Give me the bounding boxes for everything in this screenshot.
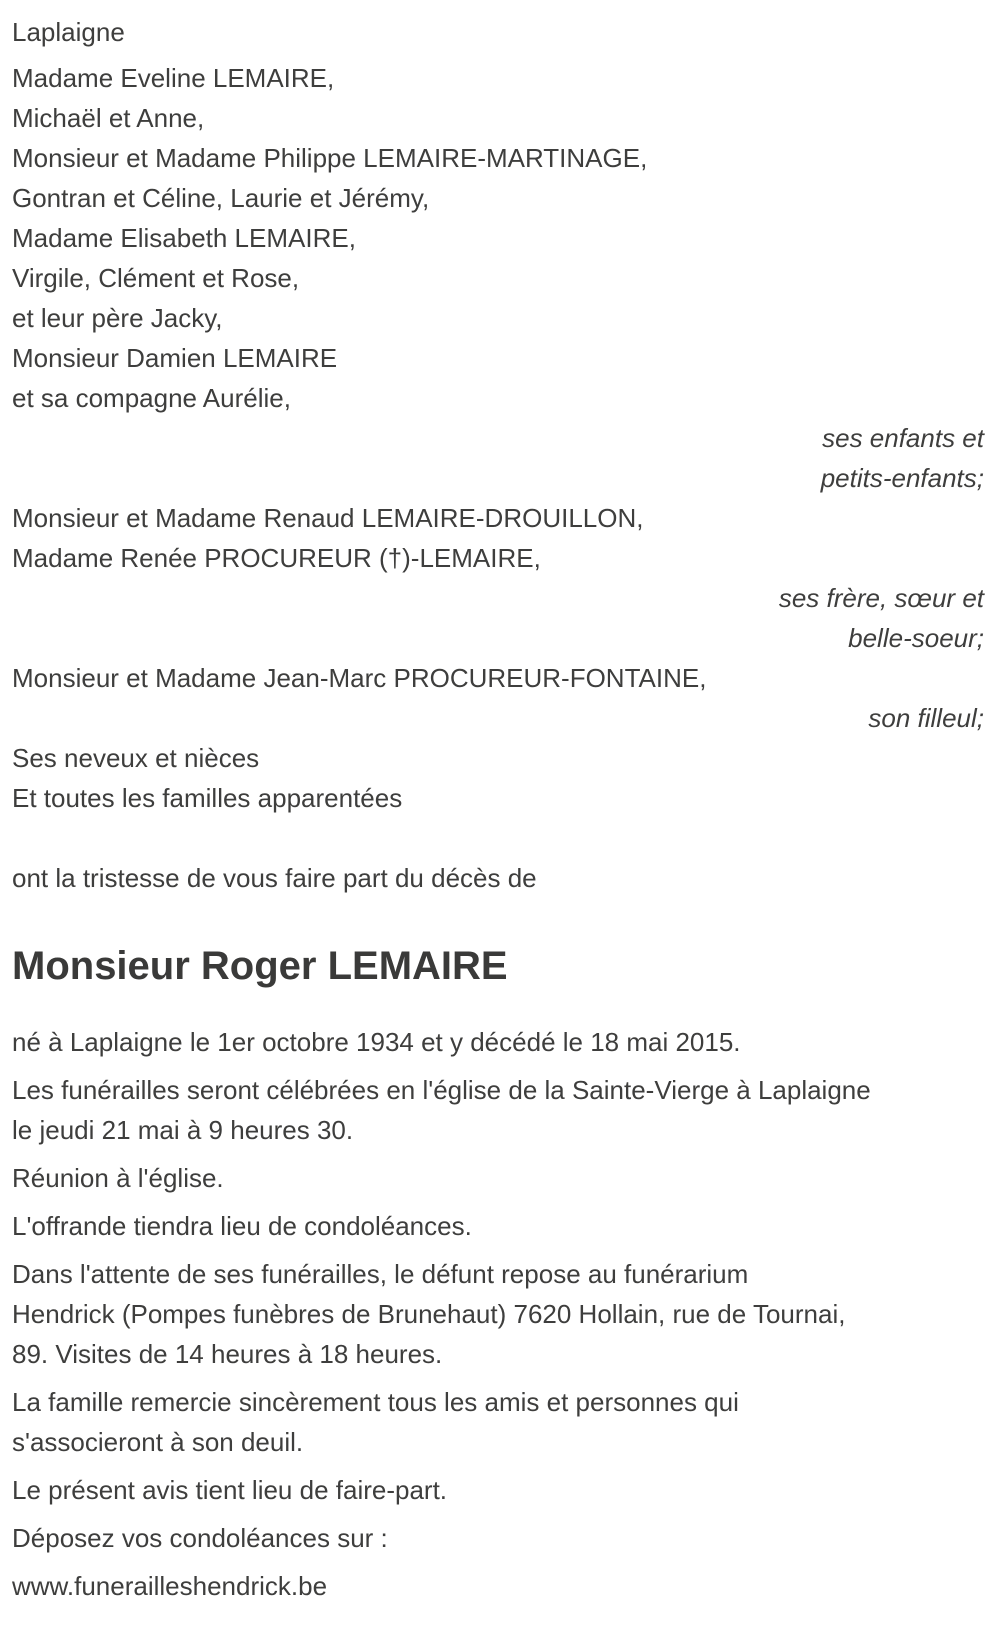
family-line: Madame Elisabeth LEMAIRE, — [12, 223, 356, 253]
paragraph-offering — [12, 1206, 984, 1246]
relation-label: petits-enfants; — [820, 463, 984, 493]
family-block-others — [12, 738, 984, 818]
place-name: Laplaigne — [12, 17, 125, 47]
family-line: Madame Renée PROCUREUR (†)-LEMAIRE, — [12, 543, 541, 573]
family-line: Et toutes les familles apparentées — [12, 783, 403, 813]
paragraph-condolences-invite — [12, 1518, 984, 1558]
paragraph-funeral — [12, 1070, 984, 1150]
paragraph-line: né à Laplaigne le 1er octobre 1934 et y décédé le 18 mai 2015. — [12, 1027, 741, 1057]
paragraph-birth-death — [12, 1022, 984, 1062]
family-block-siblings — [12, 498, 984, 658]
family-line: Michaël et Anne, — [12, 103, 205, 133]
family-block-children — [12, 58, 984, 498]
paragraph-line: La famille remercie sincèrement tous les amis et personnes qui — [12, 1387, 739, 1417]
paragraph-thanks — [12, 1382, 984, 1462]
relation-label: ses frère, sœur et — [778, 583, 984, 613]
family-line: Ses neveux et nièces — [12, 743, 260, 773]
relation-label: belle-soeur; — [848, 623, 984, 653]
family-line: Monsieur et Madame Renaud LEMAIRE-DROUILLON, — [12, 503, 644, 533]
paragraph-line: 89. Visites de 14 heures à 18 heures. — [12, 1339, 443, 1369]
relation-label: ses enfants et — [822, 423, 984, 453]
paragraph-line: Réunion à l'église. — [12, 1163, 224, 1193]
paragraph-line: Dans l'attente de ses funérailles, le défunt repose au funérarium — [12, 1259, 749, 1289]
paragraph-line: Hendrick (Pompes funèbres de Brunehaut) 7620 Hollain, rue de Tournai, — [12, 1299, 846, 1329]
paragraph-line: le jeudi 21 mai à 9 heures 30. — [12, 1115, 354, 1145]
family-line: Madame Eveline LEMAIRE, — [12, 63, 335, 93]
paragraph-funerarium — [12, 1254, 984, 1374]
family-line: Monsieur Damien LEMAIRE — [12, 343, 338, 373]
announcement-text: ont la tristesse de vous faire part du décès de — [12, 863, 537, 893]
paragraph-line: Le présent avis tient lieu de faire-part. — [12, 1475, 448, 1505]
paragraph-faire-part — [12, 1470, 984, 1510]
family-line: et leur père Jacky, — [12, 303, 223, 333]
website-link[interactable]: www.funerailleshendrick.be — [12, 1571, 328, 1601]
paragraph-meeting — [12, 1158, 984, 1198]
family-line: et sa compagne Aurélie, — [12, 383, 291, 413]
relation-label: son filleul; — [868, 703, 984, 733]
paragraph-line: Déposez vos condoléances sur : — [12, 1523, 388, 1553]
paragraph-line: Les funérailles seront célébrées en l'église de la Sainte-Vierge à Laplaigne — [12, 1075, 871, 1105]
family-block-godson — [12, 658, 984, 738]
family-line: Gontran et Céline, Laurie et Jérémy, — [12, 183, 430, 213]
paragraph-line: s'associeront à son deuil. — [12, 1427, 304, 1457]
family-line: Monsieur et Madame Philippe LEMAIRE-MARTINAGE, — [12, 143, 648, 173]
paragraph-line: L'offrande tiendra lieu de condoléances. — [12, 1211, 472, 1241]
deceased-name: Monsieur Roger LEMAIRE — [12, 944, 508, 988]
family-line: Monsieur et Madame Jean-Marc PROCUREUR-FONTAINE, — [12, 663, 707, 693]
family-line: Virgile, Clément et Rose, — [12, 263, 300, 293]
